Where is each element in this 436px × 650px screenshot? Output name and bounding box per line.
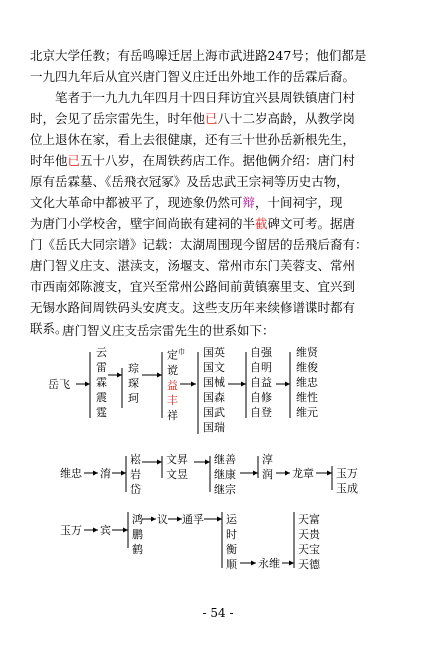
tree3-generation-h (298, 512, 320, 572)
tree-node: 继康 (214, 468, 236, 481)
text-line: 原有岳霖墓、《岳飛衣冠冢》及岳忠武王宗祠等历史古物， (30, 174, 349, 189)
tree-node: 议 (157, 513, 168, 526)
tree-node: 永维 (258, 557, 280, 570)
tree-node: 维元 (296, 406, 318, 419)
tree-node: 国武 (203, 406, 225, 419)
text-line: 一九四九年后从宜兴唐门智义庄迁出外地工作的岳霖后裔。 (30, 69, 356, 84)
tree1-generation-3 (167, 345, 185, 423)
tree-node: 天富 (298, 513, 320, 526)
text-line: 市西南郊陈渡支，宜兴至常州公路间前黄镇寨里支、宜兴到 (30, 279, 356, 294)
tree-node: 鹤 (132, 543, 143, 556)
tree-node: 国瑞 (203, 421, 225, 434)
tree-node: 琮 (128, 362, 139, 375)
tree-node: 继宗 (214, 483, 236, 496)
tree-node: 龙章 (292, 467, 314, 480)
tree-node: 时 (226, 528, 237, 541)
tree-node: 琛 (128, 377, 139, 390)
tree-node: 国文 (203, 361, 225, 374)
annotation-mark: 巾 (178, 348, 185, 356)
tree-node: 运 (226, 513, 237, 526)
tree-node: 益 (167, 378, 178, 392)
tree-node: 天宝 (298, 543, 320, 556)
highlighted-char: 辩 (242, 195, 256, 210)
tree3-root: 玉万 (60, 524, 82, 537)
tree-node: 淳 (262, 453, 273, 466)
tree-node: 文昇 (166, 453, 188, 466)
tree-node: 自明 (250, 361, 272, 374)
tree-node: 润 (262, 468, 273, 481)
tree-node: 自强 (250, 346, 272, 359)
tree-node: 维俊 (296, 361, 318, 374)
tree-node: 国械 (203, 376, 225, 389)
text-line: 门《岳氏大同宗谱》记载：太湖周围现今留居的岳飛后裔有： (30, 237, 368, 252)
text-line: 北京大学任教；有岳鸣嗥迁居上海市武进路247号；他们都是 (30, 48, 367, 63)
tree-node: 国森 (203, 391, 225, 404)
tree-node: 天贵 (298, 528, 320, 541)
tree-node: 霆 (96, 406, 107, 419)
tree1-generation-5 (250, 345, 272, 420)
tree1-generation-2 (128, 361, 139, 406)
tree2-generation-h (336, 466, 358, 496)
tree2-generation-c (130, 452, 141, 497)
tree2-root: 维忠 (60, 467, 82, 480)
tree2-generation-e (214, 452, 236, 497)
tree-node: 宾 (100, 524, 111, 537)
tree-node: 祥 (167, 408, 178, 422)
text-line: 位上退休在家，看上去很健康，还有三十世孙岳新根先生， (30, 132, 356, 147)
tree-node: 自登 (250, 406, 272, 419)
tree-node: 维贤 (296, 346, 318, 359)
tree-node: 维性 (296, 391, 318, 404)
tree-node: 岩 (130, 468, 141, 481)
tree-node: 玉万 (336, 467, 358, 480)
tree-node: 自修 (250, 391, 272, 404)
tree-node: 通孚 (182, 513, 204, 526)
text-line: 笔者于一九九九年四月十四日拜访宜兴县周铁镇唐门村 (30, 90, 356, 105)
tree-node: 淯 (100, 467, 111, 480)
tree1-generation-4 (203, 345, 225, 435)
page-number: - 54 - (202, 606, 234, 620)
tree-node: 霖 (96, 376, 107, 389)
text-line: 为唐门小学校舍，壁宇间尚嵌有建祠的半截碑文可考。据唐 (30, 216, 356, 231)
tree-node: 谠 (167, 363, 178, 377)
tree-node: 岱 (130, 483, 141, 496)
tree-node: 衡 (226, 543, 237, 556)
tree-node: 崧 (130, 453, 141, 466)
tree-node: 云 (96, 346, 107, 359)
highlighted-char: 截 (255, 216, 268, 231)
text-line: 时，会见了岳宗雷先生，时年他已八十二岁高龄，从教学岗 (30, 111, 356, 126)
tree-node: 震 (96, 391, 107, 404)
tree3-generation-f (226, 512, 237, 572)
tree-node: 文昱 (166, 468, 188, 481)
tree1-generation-6 (296, 345, 318, 420)
tree-node: 自益 (250, 376, 272, 389)
tree-node: 鹏 (132, 528, 143, 541)
text-line: 唐门智义庄支、湛渎支，汤堰支、常州市东门芙蓉支、常州 (30, 258, 356, 273)
tree3-generation-c (132, 512, 143, 557)
tree2-generation-d (166, 452, 188, 482)
text-line: 时年他已五十八岁，在周铁药店工作。据他俩介绍：唐门村 (30, 153, 356, 168)
tree-node: 雷 (96, 361, 107, 374)
tree-node: 维忠 (296, 376, 318, 389)
tree-node: 玉成 (336, 482, 358, 495)
highlighted-char: 已 (67, 153, 81, 168)
tree-node: 国英 (203, 346, 225, 359)
tree-node: 天德 (298, 558, 320, 571)
text-line: 文化大革命中都被平了，现迹象仍然可辩，十间祠宇，现 (30, 195, 343, 210)
tree-node: 定$^巾$ (167, 348, 185, 362)
highlighted-char: 已 (205, 111, 218, 126)
tree2-generation-f (262, 452, 273, 482)
text-line: 无锡水路间周铁码头安庹支。这些支历年来续修谱谍时都有 (30, 300, 356, 315)
tree1-root: 岳飞 (48, 378, 70, 391)
genealogy-caption: 唐门智义庄支岳宗雷先生的世系如下： (62, 323, 275, 338)
tree-node: 鸿 (132, 513, 143, 526)
tree1-generation-1 (96, 345, 107, 420)
tree-node: 顺 (226, 558, 237, 571)
tree-node: 珂 (128, 392, 139, 405)
tree-node: 丰 (167, 393, 178, 407)
tree-node: 继善 (214, 453, 236, 466)
text-line: 联系。 (30, 321, 68, 336)
